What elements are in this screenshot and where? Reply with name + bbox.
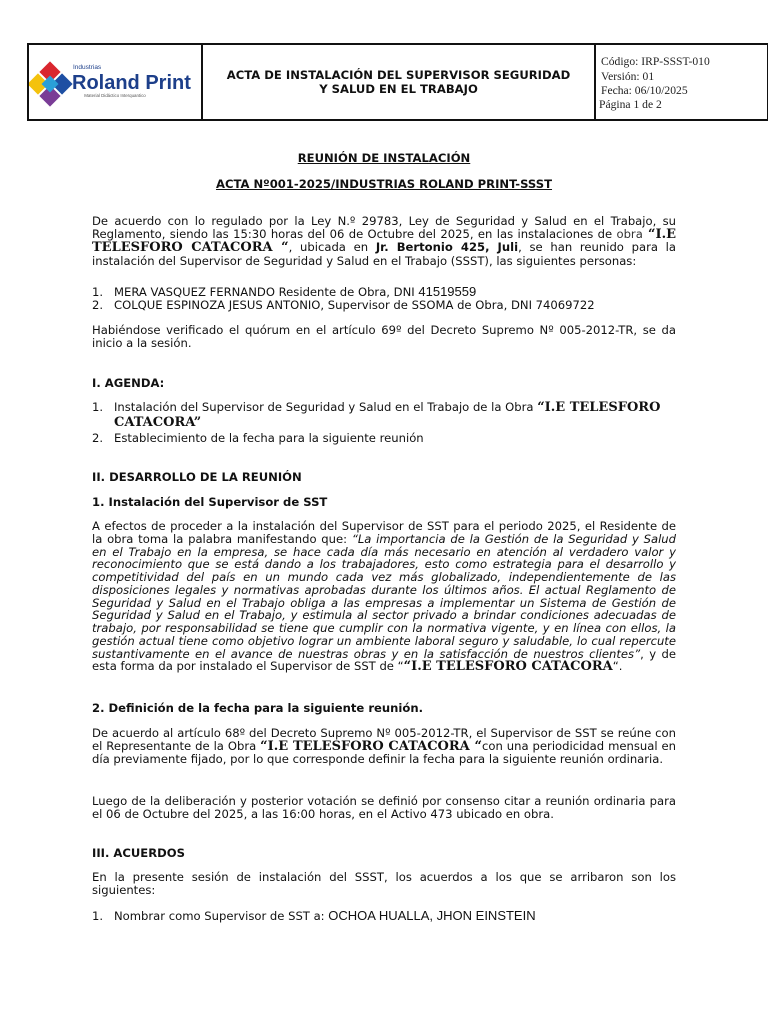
desarrollo-paragraph-3: Luego de la deliberación y posterior votación se definió por consenso citar a reunión ordinaria para el 06 de Octubre del 2025, a las 16:00 horas, en el Activo 473 ubicado en obra. bbox=[92, 794, 676, 821]
agenda-heading: I. AGENDA: bbox=[92, 376, 165, 390]
list-item-continuation: CATACORA” bbox=[114, 415, 202, 430]
header-title bbox=[203, 68, 594, 96]
doc-page: Página 1 de 2 bbox=[599, 98, 662, 111]
doc-code: Código: IRP-SSST-010 bbox=[601, 55, 710, 68]
desarrollo-paragraph-2: De acuerdo al artículo 68º del Decreto Supremo Nº 005-2012-TR, el Supervisor de SST se reúne con el Representante de la Obra “I.E TELESFORO CATACORA “con una periodicidad mensual en día previamente fijado, por lo que corresponde definir la fecha para la siguiente reunión ordinaria. bbox=[92, 726, 677, 767]
list-item: 1. MERA VASQUEZ FERNANDO Residente de Obra, DNI 41519559 bbox=[92, 284, 477, 299]
logo-top-text: Industrias bbox=[73, 64, 102, 71]
doc-date: Fecha: 06/10/2025 bbox=[601, 84, 688, 97]
list-item: 1. Instalación del Supervisor de Seguridad y Salud en el Trabajo de la Obra “I.E TELESFORO bbox=[92, 400, 661, 415]
logo-sub-text: Material Didáctico Interquantico bbox=[84, 93, 146, 98]
header-meta-cell bbox=[596, 45, 768, 119]
acta-number: ACTA Nº001-2025/INDUSTRIAS ROLAND PRINT-SSST bbox=[215, 177, 553, 191]
subsection-heading: 2. Definición de la fecha para la siguiente reunión. bbox=[92, 701, 424, 715]
list-item: 2. COLQUE ESPINOZA JESUS ANTONIO, Supervisor de SSOMA de Obra, DNI 74069722 bbox=[92, 298, 595, 312]
meeting-title: REUNIÓN DE INSTALACIÓN bbox=[297, 151, 471, 165]
list-item: 1. Nombrar como Supervisor de SST a: OCHOA HUALLA, JHON EINSTEIN bbox=[92, 908, 536, 923]
list-item: 2. Establecimiento de la fecha para la siguiente reunión bbox=[92, 431, 424, 445]
acuerdos-heading: III. ACUERDOS bbox=[92, 846, 185, 860]
quorum-paragraph: Habiéndose verificado el quórum en el artículo 69º del Decreto Supremo Nº 005-2012-TR, se da inicio a la sesión. bbox=[92, 323, 676, 350]
desarrollo-paragraph-1: A efectos de proceder a la instalación del Supervisor de SST para el periodo 2025, el Residente de la obra toma la palabra manifestando que: “La importancia de la Gestión de la Seguridad y Salud en el Trabajo en la empresa, se hace cada día más necesario en atención al verdadero valor y reconocimiento que se está dando a los trabajadores, esto como estrategia para el desarrollo y competitividad del país en un mundo cada vez más globalizado, independientemente de las disposiciones legales y normativas aprobadas durante los últimos años. El actual Reglamento de Seguridad y Salud en el Trabajo obliga a las empresas a implementar un Sistema de Gestión de Seguridad y Salud en el Trabajo, y estimula al sector privado a brindar condiciones adecuadas de trabajo, por responsabilidad se tiene que cumplir con la normativa vigente, y en línea con ellos, la gestión actual tiene como objetivo lograr un ambiente laboral seguro y saludable, lo cual repercute sustantivamente en el avance de nuestras obras y en la satisfacción de nuestros clientes”, y de esta forma da por instalado el Supervisor de SST de ““I.E TELESFORO CATACORA“. bbox=[92, 519, 677, 675]
document-header bbox=[27, 43, 768, 121]
logo-cell bbox=[29, 45, 203, 119]
subsection-heading: 1. Instalación del Supervisor de SST bbox=[92, 495, 328, 509]
header-title-cell bbox=[203, 45, 596, 119]
doc-version: Versión: 01 bbox=[601, 70, 655, 83]
desarrollo-heading: II. DESARROLLO DE LA REUNIÓN bbox=[92, 470, 302, 484]
company-logo-icon bbox=[29, 45, 199, 119]
intro-paragraph: De acuerdo con lo regulado por la Ley N.º 29783, Ley de Seguridad y Salud en el Trabajo, su Reglamento, siendo las 15:30 horas del 06 de Octubre del 2025, en las instalaciones de obra “I.E TELESFORO CATACORA “, ubicada en Jr. Bertonio 425, Juli, se han reunido para la instalación del Supervisor de Seguridad y Salud en el Trabajo (SSST), las siguientes personas: bbox=[92, 214, 677, 268]
header-title-line2: Y SALUD EN EL TRABAJO bbox=[319, 82, 478, 96]
logo-main-text: Roland Print bbox=[72, 72, 191, 94]
header-title-line1: ACTA DE INSTALACIÓN DEL SUPERVISOR SEGURIDAD bbox=[226, 68, 571, 82]
acuerdos-intro: En la presente sesión de instalación del SSST, los acuerdos a los que se arribaron son los siguientes: bbox=[92, 870, 676, 897]
